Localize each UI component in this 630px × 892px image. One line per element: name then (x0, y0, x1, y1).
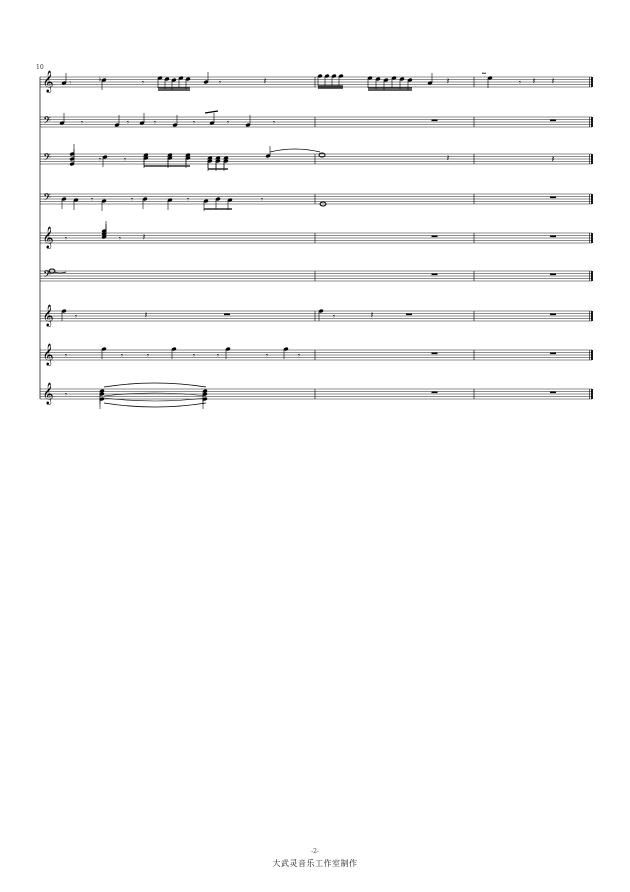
quarter-rest: 𝄽 (142, 233, 146, 243)
eighth-rest: 𝄾 (297, 351, 301, 360)
tie (104, 403, 206, 407)
whole-rest (432, 274, 438, 276)
treble-clef: 𝄞 (42, 304, 54, 327)
eighth-rest: 𝄾 (518, 78, 522, 87)
eighth-rest: 𝄾 (90, 195, 94, 204)
eighth-rest: 𝄾 (218, 78, 222, 87)
quarter-rest: 𝄽 (370, 311, 374, 321)
whole-rest (550, 197, 556, 199)
eighth-rest: 𝄾 (265, 351, 269, 360)
eighth-rest: 𝄾 (118, 234, 122, 243)
eighth-rest: 𝄾 (80, 118, 84, 127)
half-rest (224, 314, 230, 316)
treble-clef: 𝄞 (42, 382, 54, 405)
whole-rest (432, 353, 438, 355)
eighth-rest: 𝄾 (120, 351, 124, 360)
eighth-rest: 𝄾 (272, 118, 276, 127)
eighth-rest: 𝄾 (141, 78, 145, 87)
whole-rest (550, 274, 556, 276)
quarter-rest: 𝄽 (532, 77, 536, 87)
measure-number: 10 (36, 64, 44, 71)
eighth-rest: 𝄾 (130, 195, 134, 204)
eighth-rest: 𝄾 (332, 312, 336, 321)
turn-ornament: 𝆗 (481, 68, 487, 77)
whole-rest (432, 392, 438, 394)
eighth-rest: 𝄾 (69, 79, 71, 87)
treble-clef: 𝄞 (42, 70, 54, 93)
bass-clef: 𝄢 (43, 268, 51, 283)
eighth-rest: 𝄾 (153, 118, 157, 127)
eighth-rest: 𝄾 (64, 234, 68, 243)
eighth-rest: 𝄾 (226, 118, 230, 127)
tie (270, 149, 320, 152)
beam (205, 111, 218, 113)
tie (54, 272, 66, 273)
whole-rest (550, 120, 556, 122)
eighth-rest: 𝄾 (98, 155, 102, 164)
eighth-rest: 𝄾 (192, 118, 196, 127)
whole-rest (550, 353, 556, 355)
tie (104, 393, 206, 396)
quarter-rest: 𝄽 (551, 155, 555, 165)
whole-rest (550, 236, 556, 238)
bass-clef: 𝄢 (43, 191, 51, 206)
tie (104, 383, 206, 387)
flat-sign: ♭ (98, 75, 102, 83)
bass-clef: 𝄢 (43, 151, 51, 166)
quarter-rest: 𝄽 (551, 77, 555, 87)
eighth-rest: 𝄾 (216, 351, 220, 360)
eighth-rest: 𝄾 (74, 312, 78, 321)
eighth-rest: 𝄾 (146, 351, 150, 360)
treble-clef: 𝄞 (42, 226, 54, 249)
page-number: -2- (311, 848, 319, 855)
eighth-rest: 𝄾 (123, 155, 127, 164)
eighth-rest: 𝄾 (192, 351, 196, 360)
whole-rest (432, 120, 438, 122)
quarter-rest: 𝄽 (446, 77, 450, 87)
eighth-rest: 𝄾 (126, 118, 130, 127)
eighth-rest: 𝄾 (64, 390, 68, 399)
footer-credit: 大武灵音乐工作室制作 (272, 859, 358, 868)
quarter-rest: 𝄽 (144, 311, 148, 321)
quarter-rest: 𝄽 (263, 77, 267, 87)
half-rest (406, 314, 412, 316)
whole-rest (550, 392, 556, 394)
whole-rest (550, 314, 556, 316)
eighth-rest: 𝄾 (64, 351, 68, 360)
whole-rest (432, 236, 438, 238)
tie (104, 398, 206, 401)
quarter-rest: 𝄽 (446, 154, 450, 164)
treble-clef: 𝄞 (42, 343, 54, 366)
eighth-rest: 𝄾 (260, 195, 264, 204)
bass-clef: 𝄢 (43, 114, 51, 129)
eighth-rest: 𝄾 (186, 195, 190, 204)
